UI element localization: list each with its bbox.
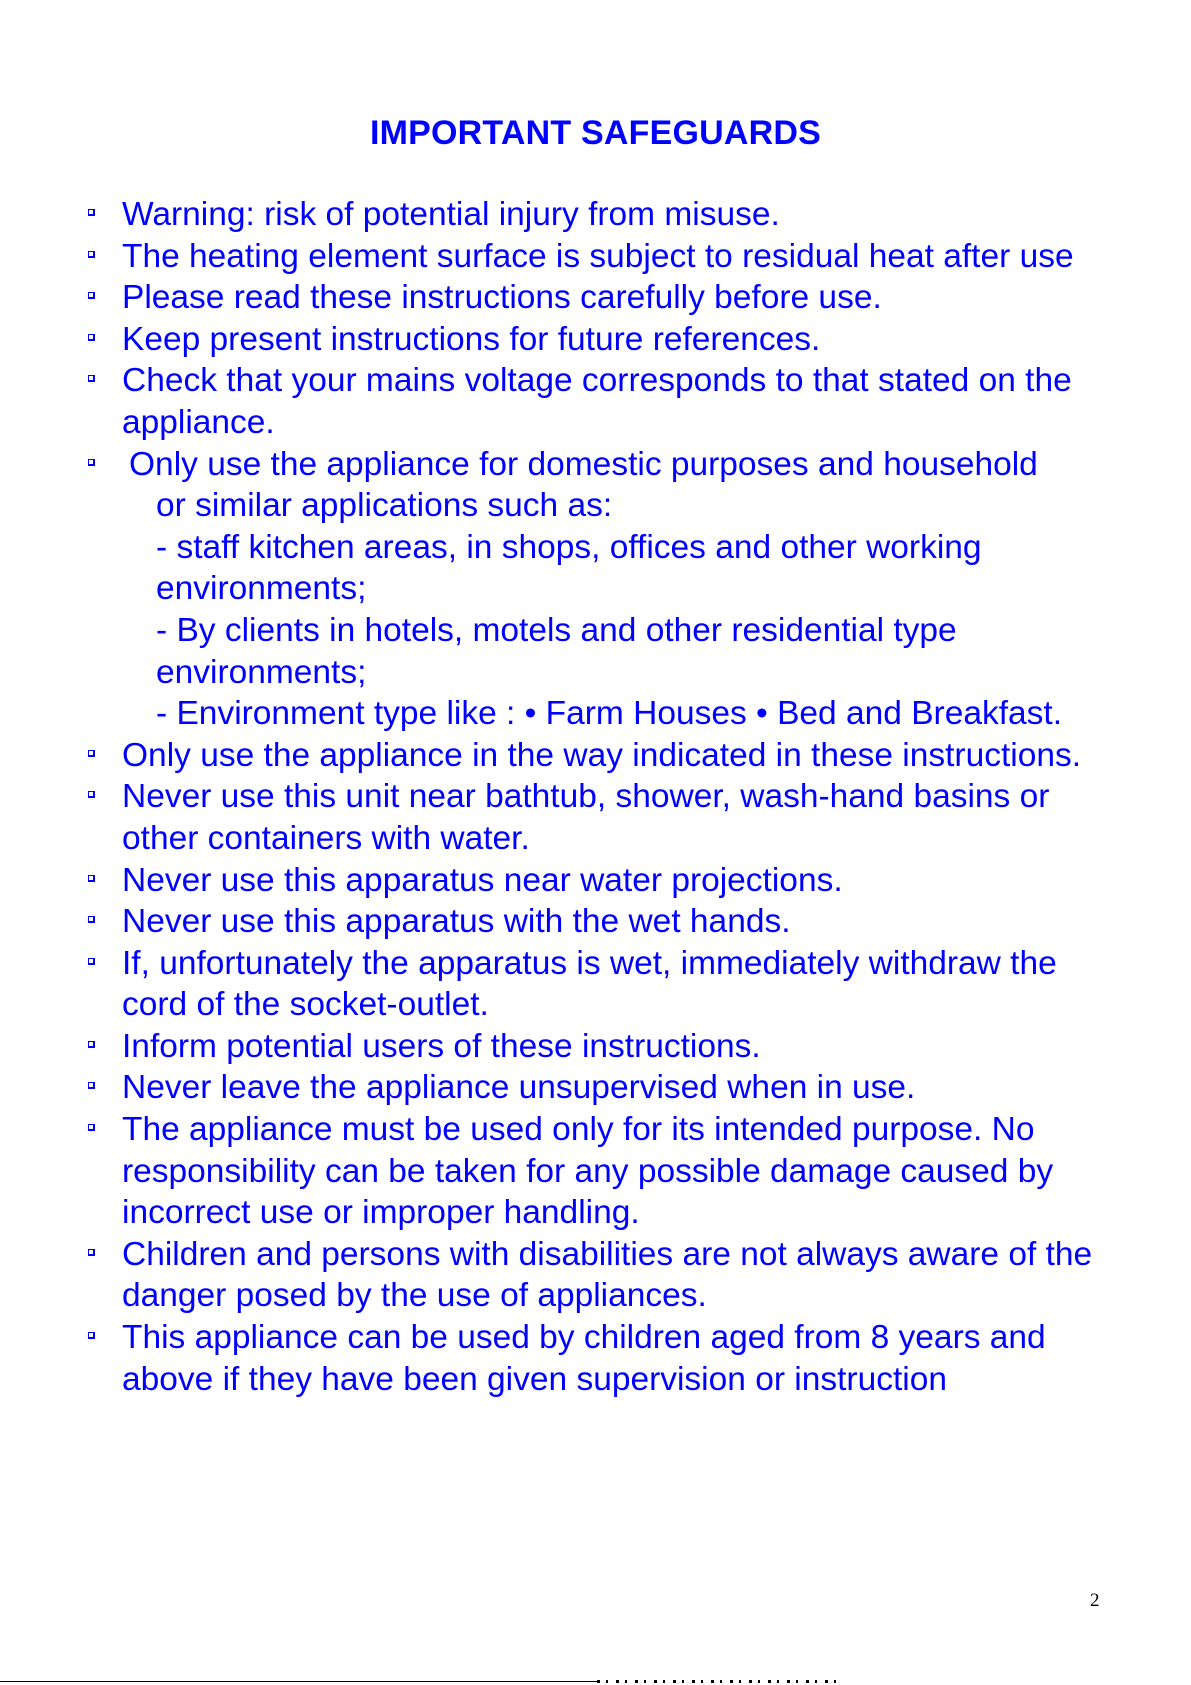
list-item <box>88 360 1128 443</box>
list-item-text: Please read these instructions carefully before use. <box>122 279 882 317</box>
list-item-text: Never leave the appliance unsupervised when in use. <box>122 1069 916 1107</box>
list-item <box>88 943 1128 1026</box>
checkbox-bullet-icon <box>88 875 95 882</box>
sub-item-environment-type: - Environment type like : • Farm Houses • Bed and Breakfast. <box>156 695 1063 733</box>
list-item-text: Check that your mains voltage corresponds to that stated on the appliance. <box>122 362 1072 441</box>
checkbox-bullet-icon <box>88 459 95 466</box>
list-item <box>88 1026 1128 1068</box>
safeguards-list <box>88 194 1128 1400</box>
list-item <box>88 194 1128 236</box>
list-item-text: Keep present instructions for future references. <box>122 320 821 358</box>
footer-rule <box>0 1681 597 1682</box>
page-number: 2 <box>1090 1590 1100 1611</box>
list-item-text: Never use this apparatus near water projections. <box>122 861 843 899</box>
page-title: IMPORTANT SAFEGUARDS <box>369 114 822 152</box>
checkbox-bullet-icon <box>88 1249 95 1256</box>
checkbox-bullet-icon <box>88 1124 95 1131</box>
list-item-text: Warning: risk of potential injury from misuse. <box>122 196 780 233</box>
checkbox-bullet-icon <box>88 334 95 341</box>
list-item-text: If, unfortunately the apparatus is wet, immediately withdraw the cord of the socket-outlet. <box>122 944 1057 1024</box>
checkbox-bullet-icon <box>88 1041 95 1048</box>
footer-marks <box>597 1680 837 1683</box>
checkbox-bullet-icon <box>88 750 95 757</box>
list-item-text: Only use the appliance in the way indicated in these instructions. <box>122 736 1082 774</box>
checkbox-bullet-icon <box>88 791 95 798</box>
list-item <box>88 1234 1128 1317</box>
sub-item-hotel-clients: - By clients in hotels, motels and other residential type environments; <box>156 611 957 691</box>
list-item-text: Children and persons with disabilities are not always aware of the danger posed by the use of appliances. <box>122 1235 1093 1315</box>
checkbox-bullet-icon <box>88 1332 95 1339</box>
list-item <box>88 776 1128 859</box>
list-item <box>88 277 1128 319</box>
list-item-text: Never use this unit near bathtub, shower, wash-hand basins or other containers with water. <box>122 778 1050 857</box>
list-item <box>88 735 1128 777</box>
list-item-text: The appliance must be used only for its intended purpose. No responsibility can be taken for any possible damage caused by incorrect use or improper handling. <box>122 1111 1054 1232</box>
list-item <box>88 1109 1128 1234</box>
list-item <box>88 236 1128 278</box>
list-item <box>88 1067 1128 1109</box>
list-item-text: This appliance can be used by children aged from 8 years and above if they have been given supervision or instruction <box>122 1319 1046 1398</box>
list-item-continuation: or similar applications such as: <box>156 487 613 525</box>
checkbox-bullet-icon <box>88 292 95 299</box>
checkbox-bullet-icon <box>88 375 95 382</box>
sub-item-staff-kitchen: - staff kitchen areas, in shops, offices and other working environments; <box>156 528 982 608</box>
list-item <box>88 319 1128 361</box>
list-item-text: Never use this apparatus with the wet hands. <box>122 903 791 941</box>
checkbox-bullet-icon <box>88 958 95 965</box>
list-item-text: Inform potential users of these instructions. <box>122 1027 761 1065</box>
checkbox-bullet-icon <box>88 251 95 258</box>
checkbox-bullet-icon <box>88 916 95 923</box>
list-item <box>88 1317 1128 1400</box>
list-item-text: The heating element surface is subject to residual heat after use <box>122 237 1074 275</box>
list-item-domestic-use <box>88 444 1128 735</box>
list-item-text: Only use the appliance for domestic purposes and household <box>129 445 1038 483</box>
list-item <box>88 901 1128 943</box>
sub-item-group <box>122 485 1128 735</box>
list-item <box>88 860 1128 902</box>
checkbox-bullet-icon <box>88 1082 95 1089</box>
checkbox-bullet-icon <box>88 209 95 216</box>
